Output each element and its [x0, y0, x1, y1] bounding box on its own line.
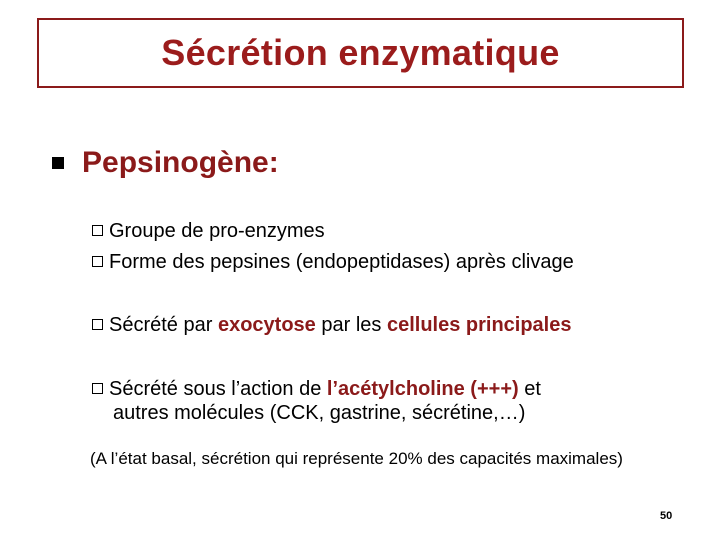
highlight-acetylcholine: l’acétylcholine (+++)	[326, 378, 519, 400]
sub-bullet-text: Sécrété par	[109, 314, 218, 336]
sub-bullet-text: Forme des pepsines (endopeptidases) après clivage	[109, 251, 574, 273]
sub-bullet-text: par les	[315, 314, 387, 336]
checkbox-bullet-icon	[92, 256, 103, 267]
checkbox-bullet-icon	[92, 225, 103, 236]
sub-bullet-text: Sécrété sous l’action de	[109, 378, 327, 400]
sub-bullet-text: Groupe de pro-enzymes	[109, 220, 325, 242]
main-bullet	[52, 146, 279, 180]
sub-bullet-text: et	[518, 378, 541, 400]
highlight-cells: cellules principales	[386, 314, 572, 336]
square-bullet-icon	[52, 157, 64, 169]
slide-title: Sécrétion enzymatique	[161, 32, 560, 73]
checkbox-bullet-icon	[92, 319, 103, 330]
bullet-heading: Pepsinogène:	[82, 146, 279, 179]
sub-bullet-continuation: autres molécules (CCK, gastrine, sécrétine,…)	[113, 402, 526, 424]
sub-bullet-3	[92, 313, 571, 337]
sub-bullet-2	[92, 250, 574, 274]
page-number: 50	[660, 510, 673, 522]
footnote: (A l’état basal, sécrétion qui représente 20% des capacités maximales)	[90, 449, 623, 468]
checkbox-bullet-icon	[92, 383, 103, 394]
title-frame	[37, 18, 684, 88]
highlight-exocytose: exocytose	[217, 314, 316, 336]
sub-bullet-4	[92, 377, 541, 425]
sub-bullet-1	[92, 219, 325, 243]
